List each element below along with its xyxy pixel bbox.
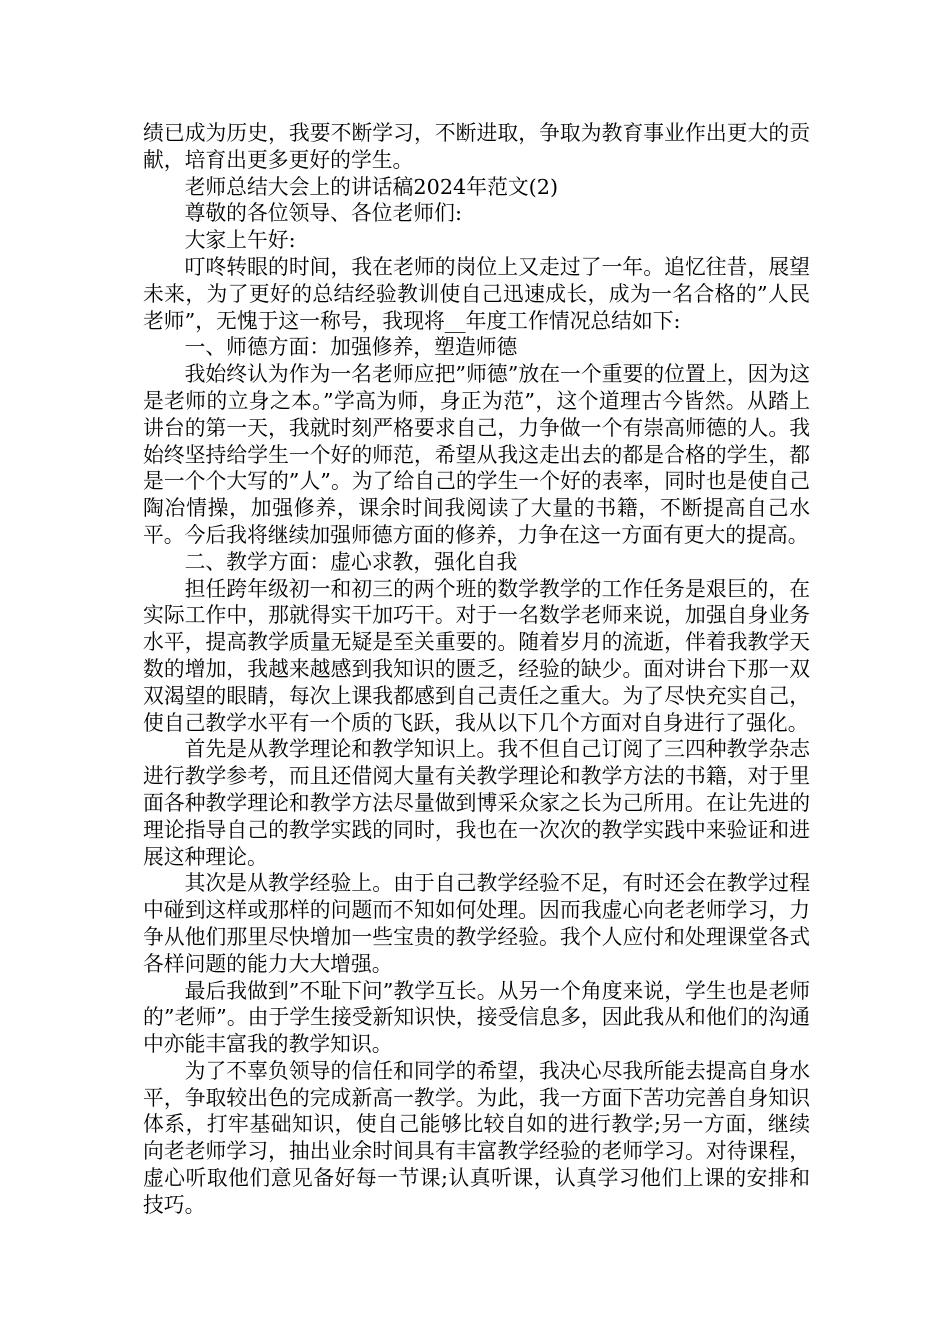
greeting: 大家上午好: <box>184 228 296 253</box>
paragraph: 首先是从教学理论和教学知识上。我不但自己订阅了三四种教学杂志进行教学参考，而且还借阅大量有关教学理论和教学方法的书籍，对于里面各种教学理论和教学方法尽量做到博采众家之长为己所用。在让先进的理论指导自己的教学实践的同时，我也在一次次的教学实践中来验证和进展这种理论。 <box>143 737 810 869</box>
paragraph: 为了不辜负领导的信任和同学的希望，我决心尽我所能去提高自身水平，争取较出色的完成新高一教学。为此，我一方面下苦功完善自身知识体系，打牢基础知识，使自己能够比较自如的进行教学;另一方面，继续向老老师学习，抽出业余时间具有丰富教学经验的老师学习。对待课程，虚心听取他们意见备好每一节课;认真听课，认真学习他们上课的安排和技巧。 <box>143 1058 810 1217</box>
salutation: 尊敬的各位领导、各位老师们: <box>184 201 462 226</box>
document-body <box>143 120 810 1219</box>
paragraph: 叮咚转眼的时间，我在老师的岗位上又走过了一年。追忆往昔，展望未来，为了更好的总结经验教训使自己迅速成长，成为一名合格的”人民老师”，无愧于这一称号，我现将__年度工作情况总结如下: <box>143 254 810 333</box>
paragraph: 我始终认为作为一名老师应把”师德”放在一个重要的位置上，因为这是老师的立身之本。”学高为师，身正为范”，这个道理古今皆然。从踏上讲台的第一天，我就时刻严格要求自己，力争做一个有崇高师德的人。我始终坚持给学生一个好的师范，希望从我这走出去的都是合格的学生，都是一个个大写的”人”。为了给自己的学生一个好的表率，同时也是使自己陶冶情操，加强修养，课余时间我阅读了大量的书籍，不断提高自己水平。今后我将继续加强师德方面的修养，力争在这一方面有更大的提高。 <box>143 362 810 547</box>
paragraph: 最后我做到”不耻下问”教学互长。从另一个角度来说，学生也是老师的”老师”。由于学生接受新知识快，接受信息多，因此我从和他们的沟通中亦能丰富我的教学知识。 <box>143 978 810 1057</box>
paragraph: 绩已成为历史，我要不断学习，不断进取，争取为教育事业作出更大的贡献，培育出更多更好的学生。 <box>143 121 810 172</box>
section-heading: 二、教学方面：虚心求教，强化自我 <box>184 549 518 574</box>
section-heading: 一、师德方面：加强修养，塑造师德 <box>184 335 518 360</box>
paragraph: 其次是从教学经验上。由于自己教学经验不足，有时还会在教学过程中碰到这样或那样的问题而不知如何处理。因而我虚心向老老师学习，力争从他们那里尽快增加一些宝贵的教学经验。我个人应付和处理课堂各式各样问题的能力大大增强。 <box>143 871 810 976</box>
paragraph: 担任跨年级初一和初三的两个班的数学教学的工作任务是艰巨的，在实际工作中，那就得实干加巧干。对于一名数学老师来说，加强自身业务水平，提高教学质量无疑是至关重要的。随着岁月的流逝，伴着我教学天数的增加，我越来越感到我知识的匮乏，经验的缺少。面对讲台下那一双双渴望的眼睛，每次上课我都感到自己责任之重大。为了尽快充实自己，使自己教学水平有一个质的飞跃，我从以下几个方面对自身进行了强化。 <box>143 576 810 735</box>
document-subtitle: 老师总结大会上的讲话稿2024年范文(2) <box>184 174 559 199</box>
